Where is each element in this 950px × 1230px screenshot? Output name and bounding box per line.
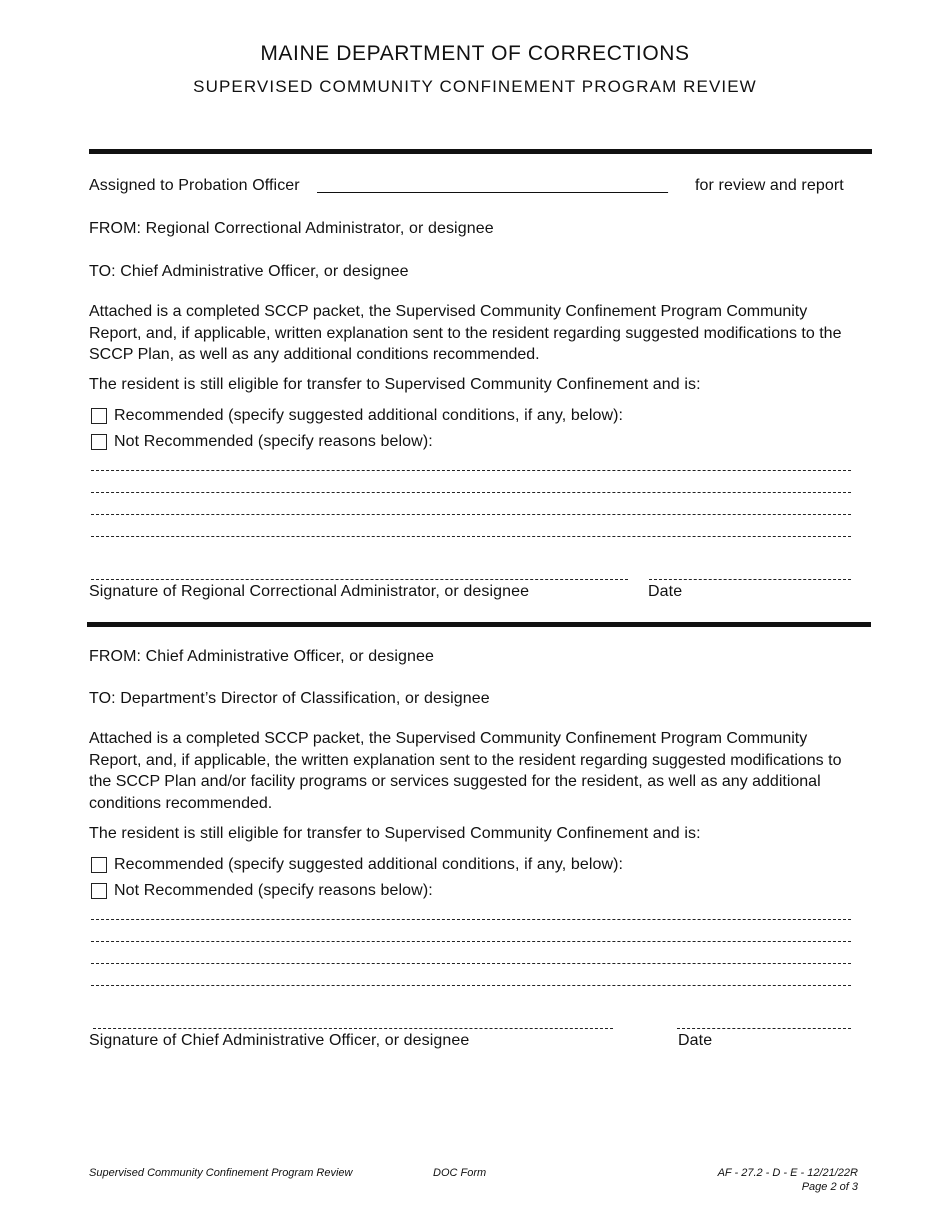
section1-signature-line[interactable] bbox=[91, 579, 628, 580]
section1-recommended-option[interactable] bbox=[91, 405, 623, 426]
section2-from: FROM: Chief Administrative Officer, or designee bbox=[89, 648, 434, 665]
section1-recommended-checkbox[interactable] bbox=[91, 408, 107, 424]
section1-eligible-text: The resident is still eligible for transfer to Supervised Community Confinement and is: bbox=[89, 376, 701, 393]
section2-not-recommended-label: Not Recommended (specify reasons below): bbox=[114, 882, 433, 899]
middle-divider bbox=[87, 622, 871, 627]
section2-not-recommended-checkbox[interactable] bbox=[91, 883, 107, 899]
assigned-prefix: Assigned to Probation Officer bbox=[89, 177, 300, 194]
section1-date-line[interactable] bbox=[649, 579, 851, 580]
section1-comment-line-4[interactable] bbox=[91, 536, 851, 537]
section1-to: TO: Chief Administrative Officer, or designee bbox=[89, 263, 409, 280]
section1-signature-label: Signature of Regional Correctional Administrator, or designee bbox=[89, 583, 530, 600]
section2-date-label: Date bbox=[678, 1032, 713, 1049]
section2-date-line[interactable] bbox=[677, 1028, 851, 1029]
section2-comment-line-2[interactable] bbox=[91, 941, 851, 942]
section1-not-recommended-option[interactable] bbox=[91, 431, 433, 452]
section1-recommended-label: Recommended (specify suggested additional conditions, if any, below): bbox=[114, 407, 624, 424]
assigned-suffix: for review and report bbox=[695, 177, 844, 194]
probation-officer-field[interactable]: _______________________________________ bbox=[317, 177, 668, 194]
section1-paragraph: Attached is a completed SCCP packet, the Supervised Community Confinement Program Community Report, and, if applicable, written explanation sent to the resident regarding suggested modifications to the SCCP Plan, as well as any additional conditions recommended. bbox=[89, 303, 842, 363]
section2-recommended-checkbox[interactable] bbox=[91, 857, 107, 873]
top-divider bbox=[89, 149, 872, 154]
section2-eligible-text: The resident is still eligible for transfer to Supervised Community Confinement and is: bbox=[89, 825, 701, 842]
section2-signature-label: Signature of Chief Administrative Officer, or designee bbox=[89, 1032, 470, 1049]
section2-to: TO: Department’s Director of Classification, or designee bbox=[89, 690, 490, 707]
section2-comment-line-3[interactable] bbox=[91, 963, 851, 964]
section1-not-recommended-label: Not Recommended (specify reasons below): bbox=[114, 433, 433, 450]
section1-comment-line-1[interactable] bbox=[91, 470, 851, 471]
section1-date-label: Date bbox=[648, 583, 683, 600]
section2-signature-line[interactable] bbox=[93, 1028, 613, 1029]
section2-not-recommended-option[interactable] bbox=[91, 880, 433, 901]
section1-from: FROM: Regional Correctional Administrator, or designee bbox=[89, 220, 494, 237]
footer-form-code: AF - 27.2 - D - E - 12/21/22R bbox=[717, 1167, 858, 1179]
section2-recommended-label: Recommended (specify suggested additional conditions, if any, below): bbox=[114, 856, 624, 873]
footer-form-name: Supervised Community Confinement Program Review bbox=[89, 1167, 353, 1179]
page-title: MAINE DEPARTMENT OF CORRECTIONS bbox=[260, 42, 690, 65]
section2-comment-line-1[interactable] bbox=[91, 919, 851, 920]
footer-page-number: Page 2 of 3 bbox=[801, 1181, 858, 1193]
page-subtitle: SUPERVISED COMMUNITY CONFINEMENT PROGRAM REVIEW bbox=[193, 77, 757, 96]
section1-not-recommended-checkbox[interactable] bbox=[91, 434, 107, 450]
section2-recommended-option[interactable] bbox=[91, 854, 623, 875]
section2-comment-line-4[interactable] bbox=[91, 985, 851, 986]
section1-comment-line-2[interactable] bbox=[91, 492, 851, 493]
section2-paragraph: Attached is a completed SCCP packet, the Supervised Community Confinement Program Community Report, and, if applicable, the written explanation sent to the resident regarding suggested modifications to the SCCP Plan and/or facility programs or services suggested for the resident, as well as any additional conditions recommended. bbox=[89, 730, 842, 812]
section1-comment-line-3[interactable] bbox=[91, 514, 851, 515]
footer-doc-form: DOC Form bbox=[433, 1167, 487, 1179]
